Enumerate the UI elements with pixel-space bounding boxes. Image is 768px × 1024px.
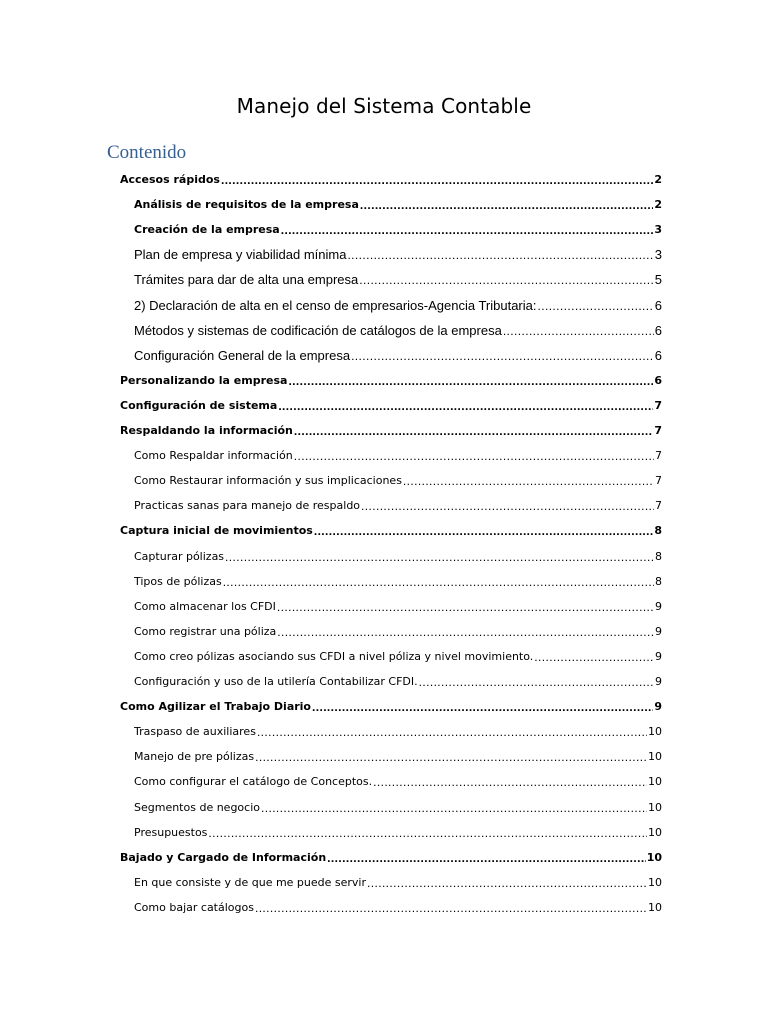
toc-dot-leader (367, 876, 647, 890)
toc-entry[interactable] (134, 489, 662, 513)
toc-entry[interactable] (134, 565, 662, 589)
toc-entry-page: 8 (654, 524, 662, 538)
toc-dot-leader (294, 424, 653, 438)
toc-entry[interactable] (134, 439, 662, 463)
toc-entry-label: Plan de empresa y viabilidad mínima (134, 247, 347, 263)
toc-entry-label: Accesos rápidos (120, 173, 220, 186)
toc-entry-page: 9 (655, 649, 662, 663)
toc-entry-page: 6 (654, 322, 662, 338)
toc-dot-leader (419, 675, 654, 689)
toc-entry-page: 8 (655, 549, 662, 563)
toc-entry[interactable] (120, 690, 662, 714)
toc-entry-label: Presupuestos (134, 825, 208, 839)
toc-entry-label: Configuración General de la empresa (134, 347, 351, 363)
toc-entry[interactable] (134, 615, 662, 639)
toc-dot-leader (314, 524, 654, 538)
toc-entry[interactable] (120, 414, 662, 438)
toc-entry-page: 10 (648, 825, 662, 839)
toc-entry-page: 6 (654, 347, 662, 363)
toc-heading: Contenido (107, 142, 187, 163)
toc-dot-leader (312, 700, 653, 714)
toc-entry-label: Personalizando la empresa (120, 373, 288, 387)
toc-dot-leader (288, 374, 653, 388)
toc-entry[interactable] (134, 314, 662, 338)
toc-entry-label: En que consiste y de que me puede servir (134, 875, 367, 889)
toc-entry-page: 10 (648, 725, 662, 739)
toc-entry-page: 3 (654, 223, 662, 237)
toc-entry-label: Practicas sanas para manejo de respaldo (134, 499, 361, 513)
toc-entry[interactable] (134, 816, 662, 840)
toc-dot-leader (373, 775, 647, 789)
toc-entry-label: Creación de la empresa (134, 223, 280, 237)
toc-entry-page: 7 (654, 424, 662, 437)
toc-dot-leader (223, 575, 654, 589)
toc-dot-leader (538, 299, 654, 313)
toc-entry-page: 2 (654, 173, 662, 186)
toc-entry-page: 10 (648, 875, 662, 889)
toc-entry-page: 10 (646, 850, 662, 864)
toc-dot-leader (359, 273, 654, 287)
toc-entry-label: Como creo pólizas asociando sus CFDI a nivel póliza y nivel movimiento. (134, 649, 534, 663)
toc-entry[interactable] (120, 163, 662, 187)
toc-dot-leader (403, 474, 654, 488)
toc-entry-page: 10 (648, 750, 662, 764)
toc-entry[interactable] (134, 289, 662, 313)
toc-entry-page: 9 (655, 675, 662, 688)
toc-entry-page: 7 (654, 398, 662, 412)
toc-entry[interactable] (134, 866, 662, 890)
toc-entry-page: 9 (654, 700, 662, 714)
toc-entry-label: Como Agilizar el Trabajo Diario (120, 700, 311, 714)
toc-entry-page: 7 (655, 449, 662, 463)
toc-entry-page: 2 (654, 198, 662, 212)
toc-entry-page: 6 (654, 373, 662, 387)
toc-entry[interactable] (134, 765, 662, 789)
toc-entry-label: Segmentos de negocio (134, 800, 260, 814)
toc-dot-leader (261, 801, 647, 815)
toc-entry[interactable] (120, 514, 662, 538)
document-title: Manejo del Sistema Contable (236, 94, 532, 118)
toc-entry-label: Configuración y uso de la utilería Contabilizar CFDI. (134, 675, 418, 688)
toc-entry-label: Trámites para dar de alta una empresa (134, 272, 359, 288)
toc-entry-page: 9 (655, 624, 662, 638)
toc-dot-leader (277, 600, 654, 614)
toc-entry-page: 9 (655, 599, 662, 613)
toc-entry[interactable] (134, 791, 662, 815)
toc-entry-label: Como configurar el catálogo de Conceptos. (134, 775, 373, 789)
toc-dot-leader (294, 449, 654, 463)
toc-entry-label: Como registrar una póliza (134, 624, 277, 638)
toc-entry-page: 6 (654, 297, 662, 313)
toc-entry-page: 10 (648, 800, 662, 814)
toc-dot-leader (277, 625, 654, 639)
toc-entry-label: Bajado y Cargado de Información (120, 850, 327, 864)
toc-dot-leader (360, 198, 653, 212)
toc-entry-label: Como almacenar los CFDI (134, 599, 276, 613)
toc-dot-leader (534, 650, 654, 664)
toc-dot-leader (361, 499, 654, 513)
toc-entry[interactable] (134, 540, 662, 564)
toc-dot-leader (281, 223, 654, 237)
toc-dot-leader (347, 248, 653, 262)
toc-entry-label: Manejo de pre pólizas (134, 750, 255, 764)
toc-dot-leader (278, 399, 653, 413)
toc-entry[interactable] (134, 891, 662, 915)
toc-entry-label: Capturar pólizas (134, 549, 225, 563)
toc-entry[interactable] (134, 188, 662, 212)
toc-dot-leader (351, 349, 654, 363)
toc-entry-label: Análisis de requisitos de la empresa (134, 198, 359, 212)
toc-entry-label: 2) Declaración de alta en el censo de empresarios-Agencia Tributaria: (134, 297, 537, 313)
toc-dot-leader (221, 173, 653, 187)
toc-entry-label: Configuración de sistema (120, 398, 278, 412)
toc-dot-leader (208, 826, 647, 840)
toc-dot-leader (225, 550, 654, 564)
toc-entry-page: 5 (654, 272, 662, 288)
toc-entry[interactable] (134, 263, 662, 287)
toc-entry-page: 7 (655, 499, 662, 513)
toc-entry[interactable] (134, 740, 662, 764)
toc-dot-leader (255, 901, 647, 915)
toc-entry-label: Traspaso de auxiliares (134, 725, 256, 739)
toc-entry-label: Captura inicial de movimientos (120, 524, 313, 538)
toc-entry[interactable] (134, 464, 662, 488)
toc-entry-page: 7 (655, 474, 662, 488)
toc-entry[interactable] (134, 590, 662, 614)
toc-entry[interactable] (120, 841, 662, 865)
toc-entry[interactable] (134, 213, 662, 237)
toc-entry-label: Como bajar catálogos (134, 900, 254, 914)
toc-entry-page: 3 (654, 247, 662, 263)
toc-dot-leader (257, 725, 647, 739)
toc-entry[interactable] (134, 339, 662, 363)
toc-dot-leader (255, 750, 647, 764)
toc-entry-label: Métodos y sistemas de codificación de catálogos de la empresa (134, 322, 502, 338)
toc-entry[interactable] (134, 238, 662, 262)
toc-entry-label: Como Restaurar información y sus implicaciones (134, 474, 402, 488)
toc-entry[interactable] (120, 364, 662, 388)
toc-entry-label: Como Respaldar información (134, 449, 293, 463)
toc-dot-leader (327, 851, 646, 865)
toc-entry[interactable] (134, 715, 662, 739)
toc-entry-label: Respaldando la información (120, 424, 293, 437)
toc-entry-page: 8 (655, 574, 662, 588)
toc-entry-page: 10 (648, 775, 662, 789)
toc-entry[interactable] (134, 665, 662, 689)
toc-entry[interactable] (120, 389, 662, 413)
toc-entry-page: 10 (648, 900, 662, 914)
toc-entry-label: Tipos de pólizas (134, 574, 222, 588)
toc-entry[interactable] (134, 640, 662, 664)
toc-dot-leader (503, 324, 654, 338)
